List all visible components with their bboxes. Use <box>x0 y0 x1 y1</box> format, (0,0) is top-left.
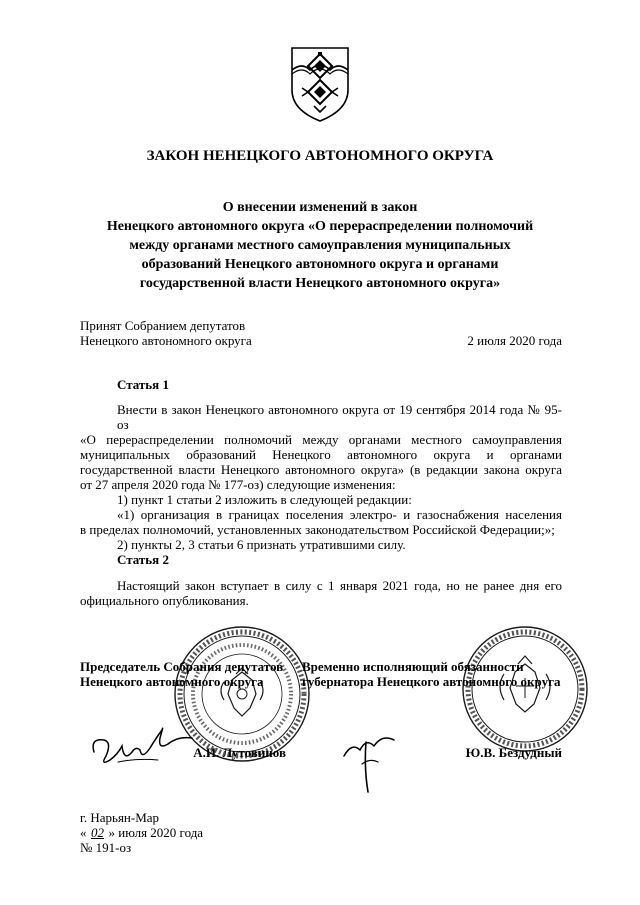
article-line: Внести в закон Ненецкого автономного округа от 19 сентября 2014 года № 95-оз <box>117 402 562 432</box>
article-2-text <box>80 578 562 608</box>
subtitle-line: образований Ненецкого автономного округа и органами <box>141 257 499 272</box>
adoption-date: 2 июля 2020 года <box>467 333 562 348</box>
subtitle-line: между органами местного самоуправления муниципальных <box>129 238 511 253</box>
footer-block <box>80 810 203 855</box>
law-subtitle <box>0 198 640 293</box>
left-signatory-title <box>80 659 283 689</box>
article-line: официального опубликования. <box>80 593 249 608</box>
article-quote-line: в пределах полномочий, установленных законодательством Российской Федерации;»; <box>80 522 555 537</box>
article-1-heading: Статья 1 <box>117 377 169 392</box>
right-handwritten-signature <box>340 712 400 796</box>
subtitle-line: Ненецкого автономного округа «О перераспределении полномочий <box>106 219 534 234</box>
adoption-block <box>80 318 252 348</box>
title-line: Временно исполняющий обязанности <box>302 659 524 674</box>
right-signatory-title <box>302 659 560 689</box>
date-rest: » июля 2020 года <box>108 825 204 840</box>
article-1-text <box>80 402 562 552</box>
coat-of-arms-icon <box>288 44 352 124</box>
date-day: 02 <box>91 825 104 840</box>
article-line: Настоящий закон вступает в силу с 1 января 2021 года, но не ранее дня его <box>117 578 562 593</box>
article-line: муниципальных образований Ненецкого автономного округа и органами <box>80 447 562 462</box>
article-2-heading: Статья 2 <box>117 552 169 567</box>
right-signatory-name: Ю.В. Бездудный <box>465 745 562 760</box>
left-signatory-name: А.И. Лутовинов <box>193 745 286 760</box>
article-line: от 27 апреля 2020 года № 177-оз) следующие изменения: <box>80 477 396 492</box>
subtitle-line: государственной власти Ненецкого автономного округа» <box>139 276 501 291</box>
title-line: Ненецкого автономного округа <box>80 674 264 689</box>
official-seal-right <box>460 624 590 754</box>
adoption-line: Принят Собранием депутатов <box>80 318 246 333</box>
title-line: Председатель Собрания депутатов <box>80 659 284 674</box>
article-item: 2) пункты 2, 3 статьи 6 признать утратившими силу. <box>117 537 406 552</box>
article-line: государственной власти Ненецкого автономного округа» (в редакции закона округа <box>80 462 562 477</box>
law-title: ЗАКОН НЕНЕЦКОГО АВТОНОМНОГО ОКРУГА <box>146 148 494 164</box>
footer-number: № 191-оз <box>80 840 132 855</box>
article-item: 1) пункт 1 статьи 2 изложить в следующей редакции: <box>117 492 412 507</box>
footer-city: г. Нарьян-Мар <box>80 810 160 825</box>
subtitle-line: О внесении изменений в закон <box>222 200 418 215</box>
left-handwritten-signature <box>88 716 198 776</box>
article-quote-line: «1) организация в границах поселения электро- и газоснабжения населения <box>117 507 562 522</box>
title-line: губернатора Ненецкого автономного округа <box>302 674 561 689</box>
adoption-line: Ненецкого автономного округа <box>80 333 252 348</box>
article-line: «О перераспределении полномочий между органами местного самоуправления <box>80 432 562 447</box>
date-open-quote: « <box>80 825 87 840</box>
footer-date <box>80 825 203 840</box>
